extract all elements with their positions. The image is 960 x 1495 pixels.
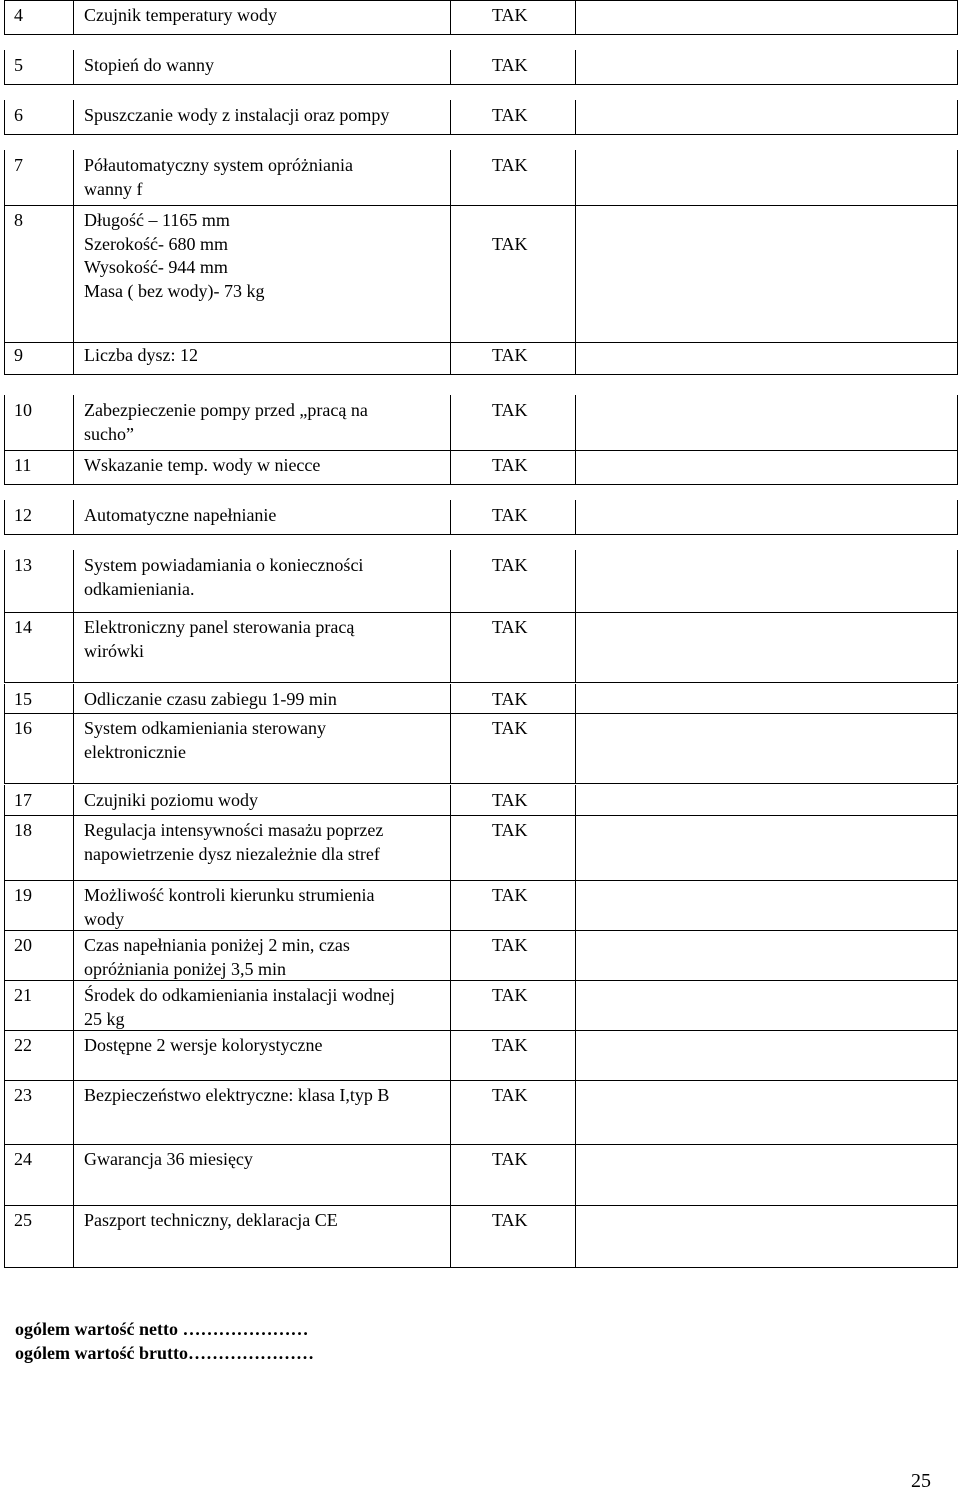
row-value: TAK [492,718,528,738]
row-description: sucho” [84,423,134,444]
cell-border [575,205,958,342]
table-row [4,713,958,783]
row-description: Automatyczne napełnianie [84,505,277,525]
row-number: 10 [14,400,32,420]
row-description: Szerokość- 680 mm [84,233,228,254]
row-value: TAK [492,505,528,525]
row-value: TAK [492,985,528,1005]
row-border [4,84,958,85]
cell-border [575,612,958,682]
row-description: Elektroniczny panel sterowania pracą [84,617,355,637]
table-row [4,930,958,980]
cell-border [575,50,958,84]
row-description: Liczba dysz: 12 [84,345,198,365]
row-border [4,34,958,35]
cell-border [575,1205,958,1267]
cell-border [575,450,958,484]
row-value: TAK [492,345,528,365]
row-description: Możliwość kontroli kierunku strumienia [84,885,375,905]
row-description: Paszport techniczny, deklaracja CE [84,1210,338,1230]
table-row [4,395,958,450]
row-border [4,783,958,784]
row-description: napowietrzenie dysz niezależnie dla stref [84,843,380,864]
table-row [4,1205,958,1267]
row-description: elektronicznie [84,741,186,762]
row-number: 6 [14,105,23,125]
row-number: 16 [14,718,32,738]
row-description: opróżniania poniżej 3,5 min [84,958,286,979]
row-number: 15 [14,689,32,709]
row-value: TAK [492,400,528,420]
row-value: TAK [492,689,528,709]
row-description: odkamieniania. [84,578,195,599]
row-number: 12 [14,505,32,525]
total-brutto: ogólem wartość brutto………………… [15,1343,314,1363]
table-row [4,684,958,713]
row-description: wody [84,908,124,929]
cell-border [575,1030,958,1080]
row-value: TAK [492,935,528,955]
row-value: TAK [492,5,528,25]
row-value: TAK [492,820,528,840]
cell-border [575,150,958,205]
row-description: Odliczanie czasu zabiegu 1-99 min [84,689,337,709]
table-row [4,100,958,134]
page-number: 25 [911,1470,931,1492]
row-value: TAK [492,1210,528,1230]
table-row [4,205,958,342]
table-row [4,0,958,34]
row-value: TAK [492,105,528,125]
row-number: 21 [14,985,32,1005]
table-row [4,1030,958,1080]
row-border [4,682,958,683]
row-number: 25 [14,1210,32,1230]
cell-border [575,550,958,612]
row-number: 7 [14,155,23,175]
row-number: 20 [14,935,32,955]
cell-border [575,785,958,815]
row-number: 19 [14,885,32,905]
cell-border [575,100,958,134]
table-row [4,50,958,84]
row-number: 24 [14,1149,32,1169]
cell-border [575,684,958,713]
row-value: TAK [492,790,528,810]
row-value: TAK [492,455,528,475]
table-row [4,500,958,534]
table-row [4,1144,958,1205]
row-number: 9 [14,345,23,365]
row-value: TAK [492,885,528,905]
row-description: 25 kg [84,1008,125,1029]
table-row [4,815,958,880]
row-border [4,134,958,135]
cell-border [575,980,958,1030]
row-number: 23 [14,1085,32,1105]
cell-border [575,395,958,450]
row-value: TAK [492,617,528,637]
table-row [4,150,958,205]
row-description: Bezpieczeństwo elektryczne: klasa I,typ B [84,1085,390,1105]
row-number: 17 [14,790,32,810]
row-number: 11 [14,455,32,475]
row-number: 5 [14,55,23,75]
cell-border [575,1144,958,1205]
row-description: System odkamieniania sterowany [84,718,326,738]
table-row [4,980,958,1030]
total-netto: ogólem wartość netto ………………… [15,1319,309,1339]
table-row [4,1080,958,1144]
row-description: wanny f [84,178,143,199]
row-border [4,1267,958,1268]
row-value: TAK [492,555,528,575]
row-value: TAK [492,1149,528,1169]
row-description: Długość – 1165 mm [84,210,230,230]
row-description: wirówki [84,640,144,661]
row-value: TAK [492,1035,528,1055]
row-description: Wskazanie temp. wody w niecce [84,455,321,475]
row-description: Półautomatyczny system opróżniania [84,155,353,175]
cell-border [575,500,958,534]
row-value: TAK [492,233,528,254]
row-number: 8 [14,210,23,230]
spec-table [4,0,958,1267]
cell-border [450,205,575,342]
row-description: System powiadamiania o konieczności [84,555,364,575]
row-border [4,374,958,375]
cell-border [575,815,958,880]
row-number: 4 [14,5,23,25]
cell-border [575,930,958,980]
table-row [4,450,958,484]
cell-border [575,880,958,930]
cell-border [575,713,958,783]
row-number: 18 [14,820,32,840]
row-value: TAK [492,1085,528,1105]
row-description: Czujniki poziomu wody [84,790,258,810]
row-border [4,484,958,485]
row-description: Zabezpieczenie pompy przed „pracą na [84,400,368,420]
cell-border [575,1080,958,1144]
cell-border [575,340,958,374]
table-row [4,340,958,374]
table-row [4,880,958,930]
totals-block [15,1317,314,1365]
table-row [4,550,958,612]
row-description: Stopień do wanny [84,55,214,75]
row-value: TAK [492,155,528,175]
row-description: Czujnik temperatury wody [84,5,277,25]
row-description: Środek do odkamieniania instalacji wodnej [84,985,395,1005]
row-value: TAK [492,55,528,75]
cell-border [575,0,958,34]
row-description: Dostępne 2 wersje kolorystyczne [84,1035,323,1055]
row-number: 14 [14,617,32,637]
table-row [4,785,958,815]
row-description: Gwarancja 36 miesięcy [84,1149,253,1169]
row-number: 13 [14,555,32,575]
row-border [4,534,958,535]
row-number: 22 [14,1035,32,1055]
table-row [4,612,958,682]
row-description: Masa ( bez wody)- 73 kg [84,280,265,301]
row-description: Wysokość- 944 mm [84,257,228,277]
row-description: Czas napełniania poniżej 2 min, czas [84,935,350,955]
row-description: Regulacja intensywności masażu poprzez [84,820,384,840]
row-description: Spuszczanie wody z instalacji oraz pompy [84,105,390,125]
